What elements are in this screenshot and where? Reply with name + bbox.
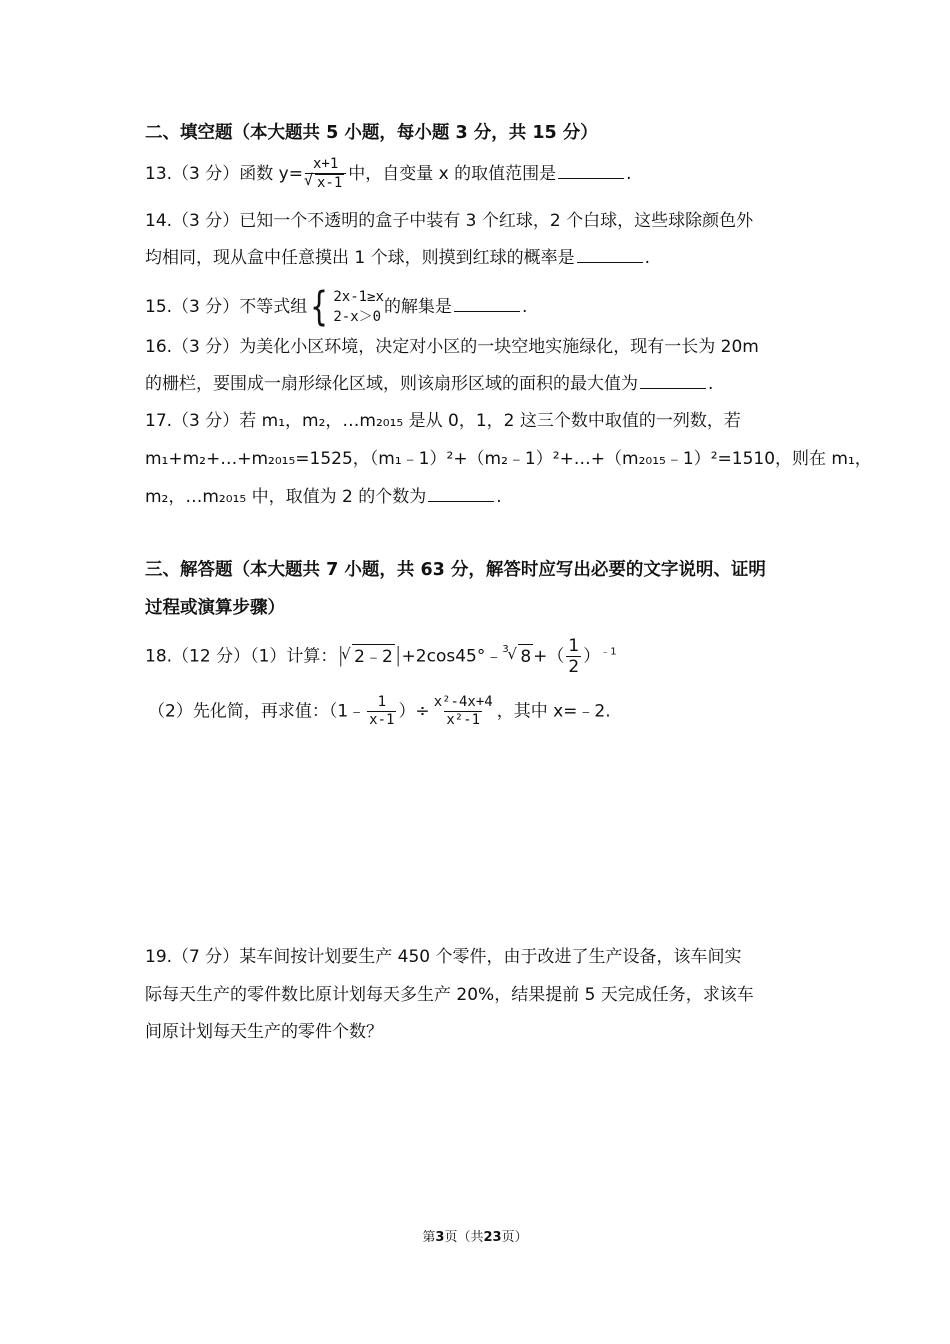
q15-end: . [521,297,528,317]
q15-inequality-2: 2-x＞0 [333,309,382,325]
question-19-line-1: 19.（7 分）某车间按计划要生产 450 个零件，由于改进了生产设备，该车间实 [145,947,742,967]
q18-cube-root [502,643,533,669]
question-15 [145,284,528,330]
cube-root-index: 3 [502,643,509,655]
question-14-line-1: 14.（3 分）已知一个不透明的盒子中装有 3 个红球，2 个白球，这些球除颜色外 [145,211,754,231]
q18-p1-close: ） [583,646,601,667]
q18-p2-mid: ）÷ [398,701,430,722]
q13-prefix: 13.（3 分）函数 y= [145,164,303,184]
abs-bar-left: | [337,642,345,667]
q18-fraction-1 [367,694,396,729]
footer-pre: 第 [422,1230,436,1245]
q18-half-den: 2 [568,657,580,677]
question-18-part-1 [145,636,617,677]
footer-page-number: 3 [435,1230,445,1245]
q13-suffix: 中，自变量 x 的取值范围是 [348,164,557,184]
q16-answer-blank [640,372,706,389]
q18-abs-inner: √ 2﹣2 [352,644,395,669]
q18-p1-mid: +2cos45°﹣ [401,646,503,667]
q18-p1-prefix: 18.（12 分）（1）计算： [145,646,338,667]
q13-frac-denominator: √ x-1 [315,174,344,192]
question-17-line-3 [145,485,502,509]
footer-post: 页） [501,1230,528,1245]
q15-inequality-1: 2x-1≥x [333,289,384,305]
q17-end: . [496,487,502,507]
q14-line-2-text: 均相同，现从盒中任意摸出 1 个球，则摸到红球的概率是 [145,248,575,268]
q17-line-3-text: m₂，…m₂₀₁₅ 中，取值为 2 的个数为 [145,487,427,507]
q18-cbrt-radicand: √ 8 [518,644,533,669]
footer-mid: 页（共 [444,1230,484,1245]
abs-bar-right: | [394,642,402,667]
question-16-line-2 [145,372,713,396]
question-18-part-2 [148,694,611,729]
section-3-header-line-2: 过程或演算步骤） [145,598,285,618]
question-13 [145,156,632,192]
q15-suffix: 的解集是 [383,297,452,317]
q15-answer-blank [454,295,520,312]
question-17-line-1: 17.（3 分）若 m₁，m₂，…m₂₀₁₅ 是从 0，1，2 这三个数中取值的一列数，若 [145,411,741,431]
q18-exponent: ﹣1 [600,646,617,658]
footer-total-pages: 23 [483,1230,502,1245]
question-19-line-2: 际每天生产的零件数比原计划每天多生产 20%，结果提前 5 天完成任务，求该车 [145,985,754,1005]
q18-f2-den: x²-1 [446,712,481,728]
section-3-header-line-1: 三、解答题（本大题共 7 小题，共 63 分，解答时应写出必要的文字说明、证明 [145,560,766,580]
q13-frac-numerator: x+1 [312,156,339,172]
q18-half-fraction [566,636,581,677]
q18-f1-num: 1 [377,694,386,710]
q14-end: . [644,248,651,268]
q18-p2-suffix: ，其中 x=﹣2. [496,701,611,722]
q13-end: . [626,164,632,184]
q18-p1-plus: +（ [533,646,565,667]
q18-p2-prefix: （2）先化简，再求值：（1﹣ [148,701,366,722]
q18-fraction-2 [432,694,495,729]
question-17-line-2: m₁+m₂+…+m₂₀₁₅=1525，（m₁﹣1）²+（m₂﹣1）²+…+（m₂₀₁₅﹣1）²=1510，则在 m₁， [145,449,872,469]
q18-half-num: 1 [568,636,580,656]
question-14-line-2 [145,246,650,270]
q18-f2-num: x²-4x+4 [433,694,493,710]
q17-answer-blank [428,485,494,502]
q15-prefix: 15.（3 分）不等式组 [145,297,308,317]
page-footer [0,1226,950,1245]
q13-answer-blank [558,162,624,179]
question-16-line-1: 16.（3 分）为美化小区环境，决定对小区的一块空地实施绿化，现有一长为 20m [145,337,759,357]
section-2-header: 二、填空题（本大题共 5 小题，每小题 3 分，共 15 分） [145,123,598,143]
left-brace-icon: { [310,284,328,330]
q13-fraction [305,156,346,192]
q14-answer-blank [577,246,643,263]
q16-end: . [708,374,714,394]
q18-f1-den: x-1 [369,712,395,728]
q15-inequality-system [307,284,384,330]
q16-line-2-text: 的栅栏，要围成一扇形绿化区域，则该扇形区域的面积的最大值为 [145,374,638,394]
question-19-line-3: 间原计划每天生产的零件个数？ [145,1022,383,1042]
